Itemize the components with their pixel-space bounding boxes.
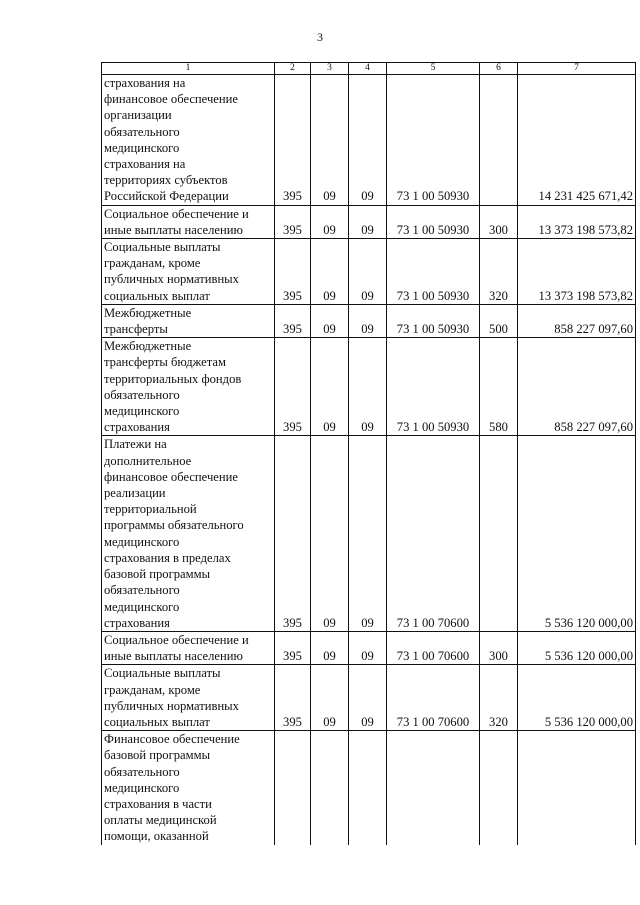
table-body <box>102 75 636 845</box>
row-name-line: трансферты бюджетам <box>104 355 226 370</box>
row-name-cell <box>102 304 275 337</box>
target-article-cell: 73 1 00 70600 <box>387 665 480 731</box>
amount-cell <box>518 731 636 845</box>
table-row <box>102 665 636 731</box>
row-name-line: трансферты <box>104 322 168 337</box>
budget-table <box>101 62 636 845</box>
section-code-cell: 09 <box>311 338 349 436</box>
table-row <box>102 304 636 337</box>
row-name-line: оплаты медицинской <box>104 813 217 828</box>
target-article-cell: 73 1 00 70600 <box>387 436 480 631</box>
table-row <box>102 338 636 436</box>
row-name-cell <box>102 205 275 238</box>
row-name-line: страхования в части <box>104 796 212 811</box>
row-name-line: территориях субъектов <box>104 173 228 188</box>
subsection-code-cell: 09 <box>349 631 387 664</box>
table-row <box>102 631 636 664</box>
row-name-line: публичных нормативных <box>104 272 239 287</box>
subsection-code-cell: 09 <box>349 205 387 238</box>
target-article-cell: 73 1 00 50930 <box>387 205 480 238</box>
column-header: 3 <box>311 63 349 75</box>
row-name-line: Межбюджетные <box>104 339 192 354</box>
expense-type-cell: 500 <box>480 304 518 337</box>
section-code-cell: 09 <box>311 239 349 305</box>
subsection-code-cell: 09 <box>349 338 387 436</box>
amount-cell: 858 227 097,60 <box>518 304 636 337</box>
expense-type-cell <box>480 75 518 206</box>
row-name-line: иные выплаты населению <box>104 649 243 664</box>
row-name-line: Социальное обеспечение и <box>104 206 249 221</box>
admin-code-cell: 395 <box>275 304 311 337</box>
column-header: 2 <box>275 63 311 75</box>
section-code-cell: 09 <box>311 631 349 664</box>
section-code-cell <box>311 731 349 845</box>
row-name-line: реализации <box>104 486 166 501</box>
row-name-line: страхования на <box>104 157 186 172</box>
subsection-code-cell: 09 <box>349 304 387 337</box>
row-name-cell <box>102 436 275 631</box>
row-name-line: обязательного <box>104 583 180 598</box>
admin-code-cell: 395 <box>275 75 311 206</box>
admin-code-cell: 395 <box>275 239 311 305</box>
row-name-cell <box>102 239 275 305</box>
column-header: 5 <box>387 63 480 75</box>
row-name-cell <box>102 631 275 664</box>
row-name-cell <box>102 338 275 436</box>
column-header: 1 <box>102 63 275 75</box>
amount-cell: 13 373 198 573,82 <box>518 239 636 305</box>
admin-code-cell: 395 <box>275 338 311 436</box>
row-name-line: Платежи на <box>104 437 167 452</box>
admin-code-cell: 395 <box>275 631 311 664</box>
row-name-line: Российской Федерации <box>104 189 229 204</box>
row-name-line: страхования <box>104 615 170 630</box>
row-name-line: территориальных фондов <box>104 371 242 386</box>
target-article-cell: 73 1 00 50930 <box>387 239 480 305</box>
section-code-cell: 09 <box>311 665 349 731</box>
row-name-line: Финансовое обеспечение <box>104 732 240 747</box>
amount-cell: 858 227 097,60 <box>518 338 636 436</box>
row-name-line: страхования <box>104 420 170 435</box>
row-name-line: территориальной <box>104 502 197 517</box>
target-article-cell: 73 1 00 70600 <box>387 631 480 664</box>
subsection-code-cell: 09 <box>349 75 387 206</box>
row-name-line: медицинского <box>104 780 180 795</box>
admin-code-cell: 395 <box>275 205 311 238</box>
target-article-cell <box>387 731 480 845</box>
target-article-cell: 73 1 00 50930 <box>387 304 480 337</box>
row-name-line: дополнительное <box>104 453 192 468</box>
row-name-line: страхования в пределах <box>104 550 231 565</box>
table-row <box>102 205 636 238</box>
row-name-line: медицинского <box>104 140 180 155</box>
admin-code-cell <box>275 731 311 845</box>
row-name-line: социальных выплат <box>104 714 210 729</box>
row-name-line: медицинского <box>104 534 180 549</box>
expense-type-cell <box>480 436 518 631</box>
expense-type-cell: 300 <box>480 205 518 238</box>
expense-type-cell: 320 <box>480 665 518 731</box>
row-name-line: Межбюджетные <box>104 305 192 320</box>
table-row <box>102 75 636 206</box>
row-name-cell <box>102 665 275 731</box>
subsection-code-cell <box>349 731 387 845</box>
row-name-line: помощи, оказанной <box>104 829 209 844</box>
table-row <box>102 436 636 631</box>
expense-type-cell: 580 <box>480 338 518 436</box>
row-name-line: обязательного <box>104 387 180 402</box>
section-code-cell: 09 <box>311 205 349 238</box>
row-name-line: финансовое обеспечение <box>104 469 238 484</box>
subsection-code-cell: 09 <box>349 665 387 731</box>
column-header: 4 <box>349 63 387 75</box>
column-header: 7 <box>518 63 636 75</box>
row-name-line: медицинского <box>104 404 180 419</box>
amount-cell: 5 536 120 000,00 <box>518 436 636 631</box>
page-number: 3 <box>317 30 323 44</box>
row-name-line: гражданам, кроме <box>104 256 201 271</box>
row-name-line: организации <box>104 108 172 123</box>
subsection-code-cell: 09 <box>349 436 387 631</box>
target-article-cell: 73 1 00 50930 <box>387 338 480 436</box>
row-name-line: базовой программы <box>104 567 211 582</box>
expense-type-cell: 300 <box>480 631 518 664</box>
amount-cell: 14 231 425 671,42 <box>518 75 636 206</box>
row-name-line: финансовое обеспечение <box>104 92 238 107</box>
subsection-code-cell: 09 <box>349 239 387 305</box>
row-name-line: медицинского <box>104 599 180 614</box>
row-name-line: Социальные выплаты <box>104 666 221 681</box>
row-name-line: иные выплаты населению <box>104 222 243 237</box>
row-name-line: страхования на <box>104 76 186 90</box>
admin-code-cell: 395 <box>275 665 311 731</box>
column-header: 6 <box>480 63 518 75</box>
table-row <box>102 239 636 305</box>
amount-cell: 13 373 198 573,82 <box>518 205 636 238</box>
row-name-line: базовой программы <box>104 748 211 763</box>
amount-cell: 5 536 120 000,00 <box>518 631 636 664</box>
expense-type-cell: 320 <box>480 239 518 305</box>
amount-cell: 5 536 120 000,00 <box>518 665 636 731</box>
header-row <box>102 63 636 75</box>
section-code-cell: 09 <box>311 436 349 631</box>
row-name-cell <box>102 731 275 845</box>
expense-type-cell <box>480 731 518 845</box>
table-row <box>102 731 636 845</box>
row-name-cell <box>102 75 275 206</box>
row-name-line: обязательного <box>104 764 180 779</box>
row-name-line: социальных выплат <box>104 288 210 303</box>
section-code-cell: 09 <box>311 304 349 337</box>
row-name-line: гражданам, кроме <box>104 682 201 697</box>
row-name-line: программы обязательного <box>104 518 244 533</box>
admin-code-cell: 395 <box>275 436 311 631</box>
section-code-cell: 09 <box>311 75 349 206</box>
row-name-line: обязательного <box>104 124 180 139</box>
row-name-line: Социальные выплаты <box>104 240 221 255</box>
target-article-cell: 73 1 00 50930 <box>387 75 480 206</box>
row-name-line: публичных нормативных <box>104 698 239 713</box>
row-name-line: Социальное обеспечение и <box>104 632 249 647</box>
